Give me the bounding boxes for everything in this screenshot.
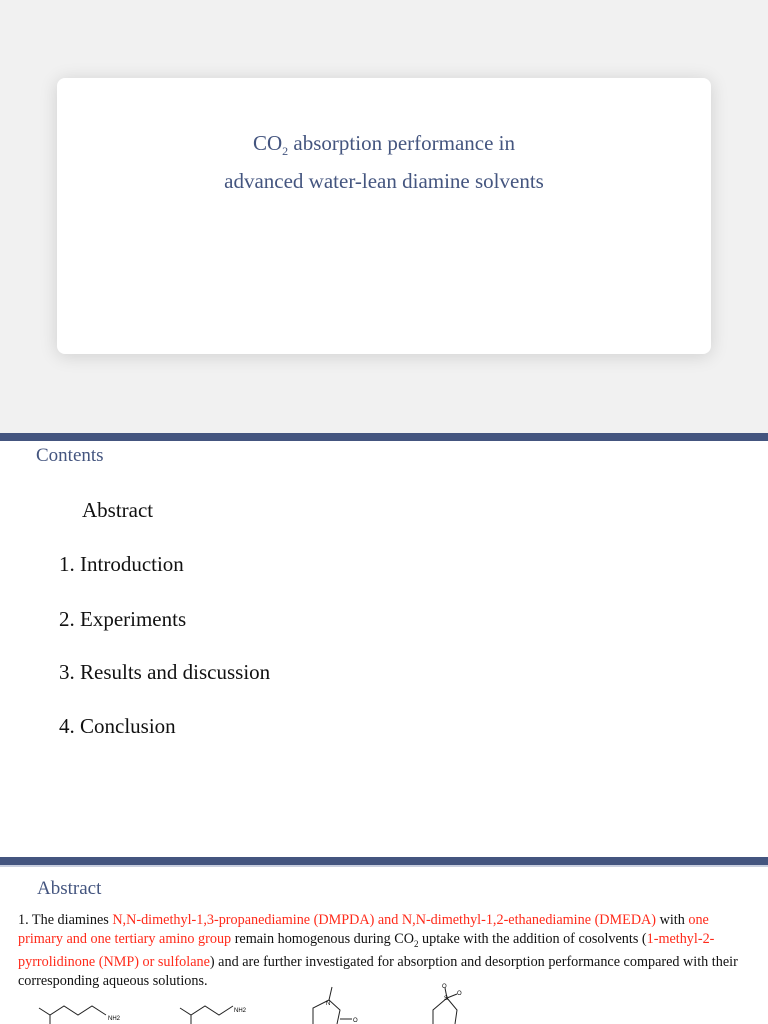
para-highlight-2: one primary and one tertiary amino group	[18, 912, 709, 947]
abstract-paragraph	[18, 911, 754, 990]
title-slide	[57, 78, 711, 354]
para-highlight-1: N,N-dimethyl-1,3-propanediamine (DMPDA) and N,N-dimethyl-1,2-ethanediamine (DMEDA)	[112, 912, 657, 928]
mol-label-o1: O	[442, 984, 447, 990]
abstract-heading: Abstract	[37, 878, 102, 899]
mol-label-nh2-2: NH2	[234, 1008, 247, 1014]
dmeda-structure-image	[177, 982, 267, 1024]
sulfolane-structure-image	[425, 982, 475, 1024]
para-text-5: ) and are further investigated for absorption and desorption performance compared with their corresponding aqueous solutions	[18, 954, 738, 989]
nmp-structure-image	[305, 982, 365, 1024]
para-subscript: 2	[413, 938, 419, 949]
toc-item-results: 3. Results and discussion	[59, 660, 271, 684]
para-number: 1	[18, 912, 26, 928]
para-end: .	[204, 972, 208, 989]
slide-divider-bar-2	[0, 857, 768, 865]
toc-item-experiments: 2. Experiments	[59, 607, 187, 631]
toc-item-conclusion: 4. Conclusion	[59, 714, 176, 738]
title-subscript: 2	[282, 144, 289, 159]
para-text-3: remain homogenous during CO	[231, 930, 414, 947]
para-text-4: uptake with the addition of cosolvents (	[418, 930, 647, 947]
toc-abstract: Abstract	[82, 498, 154, 522]
para-text-2: with	[656, 912, 689, 928]
mol-label-o: O	[353, 1018, 358, 1024]
para-highlight-3: 1-methyl-2-pyrrolidinone (NMP) or sulfolane	[18, 930, 715, 971]
mol-label-n: N	[326, 1001, 331, 1007]
toc-item-introduction: 1. Introduction	[59, 552, 184, 576]
title-co: CO	[252, 131, 283, 155]
presentation-title	[57, 128, 711, 196]
title-line2: advanced water-lean diamine solvents	[224, 169, 544, 194]
mol-label-o2: O	[457, 991, 462, 997]
slide-divider-bar	[0, 433, 768, 441]
dmpda-structure-image	[36, 982, 136, 1024]
mol-label-s: S	[444, 996, 449, 1002]
title-line1: absorption performance in	[288, 131, 516, 155]
contents-heading: Contents	[36, 445, 104, 466]
mol-label-nh2-1: NH2	[108, 1016, 121, 1022]
para-text-1: . The diamines	[25, 912, 113, 928]
